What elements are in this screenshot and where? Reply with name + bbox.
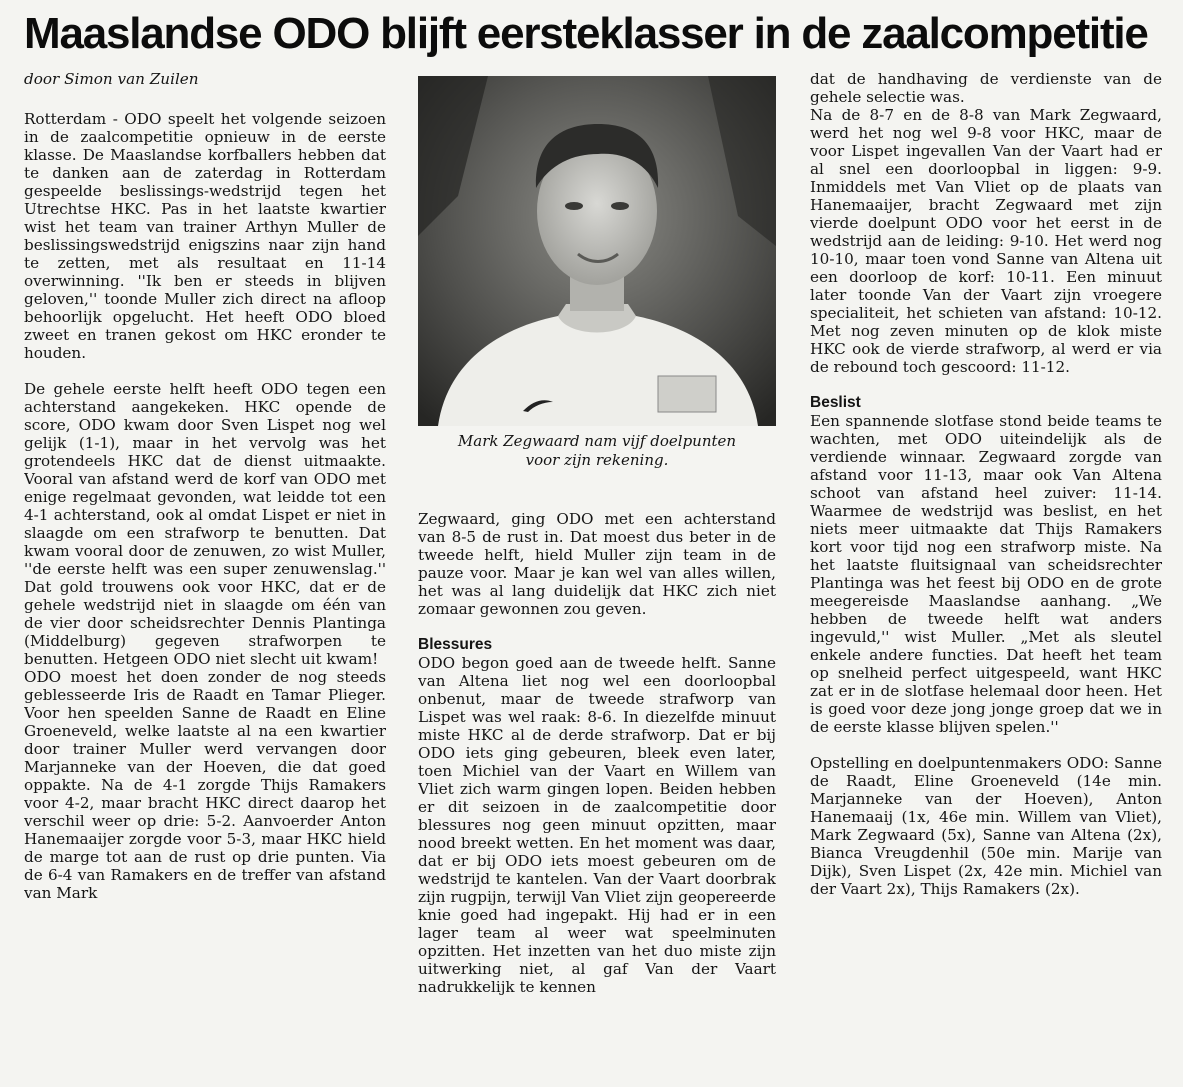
lineup-paragraph: Opstelling en doelpuntenmakers ODO: Sanne de Raadt, Eline Groeneveld (14e min. Marjanneke van der Hoeven), Anton Hanemaaij (1x, 46e min. Willem van Vliet), Mark Zegwaard (5x), Sanne van Altena (2x), Bianca Vreugdenhil (50e min. Marije van Dijk), Sven Lispet (2x, 42e min. Michiel van der Vaart 2x), Thijs Ramakers (2x). — [810, 754, 1162, 898]
paragraph: Een spannende slotfase stond beide teams te wachten, met ODO uiteindelijk als de verdiende winnaar. Zegwaard zorgde van afstand voor 11-13, maar ook Van Altena schoot van afstand heel zuiver: 11-14. Waarmee de wedstrijd was beslist, en het niets meer uitmaakte dat Thijs Ramakers kort voor tijd nog een strafworp miste. Na het laatste fluitsignaal van scheidsrechter Plantinga was het feest bij ODO en de grote meegereisde Maaslandse aanhang. „We hebben de tweede helft wat anders ingevuld,'' wist Muller. „Met als sleutel enkele andere functies. Dat heeft het team op snelheid perfect uitgespeeld, want HKC zat er in de slotfase helemaal door heen. Het is goed voor deze jong jonge groep dat we in de eerste klasse blijven spelen.'' — [810, 412, 1162, 736]
article-column-2 — [418, 510, 776, 1080]
article-column-3 — [810, 70, 1162, 1082]
caption-line: voor zijn rekening. — [525, 451, 669, 469]
subhead-beslist: Beslist — [810, 394, 861, 411]
paragraph: Rotterdam - ODO speelt het volgende seizoen in de zaalcompetitie opnieuw in de eerste klasse. De Maaslandse korfballers hebben dat te danken aan de zaterdag in Rotterdam gespeelde beslissings-wedstrijd tegen het Utrechtse HKC. Pas in het laatste kwartier wist het team van trainer Arthyn Muller de beslissingswedstrijd enigszins naar zijn hand te zetten, met als resultaat en 11-14 overwinning. ''Ik ben er steeds in blijven geloven,'' toonde Muller zich direct na afloop behoorlijk opgelucht. Het heeft ODO bloed zweet en tranen gekost om HKC eronder te houden. — [24, 110, 386, 362]
byline: door Simon van Zuilen — [24, 70, 199, 88]
photo-caption — [418, 432, 776, 470]
headline: Maaslandse ODO blijft eersteklasser in de zaalcompetitie — [24, 9, 1148, 58]
article-column-1 — [24, 70, 386, 1082]
paragraph: Zegwaard, ging ODO met een achterstand van 8-5 de rust in. Dat moest dus beter in de tweede helft, hield Muller zijn team in de pauze voor. Maar je kan wel van alles willen, het was al lang duidelijk dat HKC zich niet zomaar gewonnen zou geven. — [418, 510, 776, 618]
paragraph: ODO moest het doen zonder de nog steeds geblesseerde Iris de Raadt en Tamar Plieger. Voor hen speelden Sanne de Raadt en Eline Groeneveld, welke laatste al na een kwartier door trainer Muller werd vervangen door Marjanneke van der Hoeven, die dat goed oppakte. Na de 4-1 zorgde Thijs Ramakers voor 4-2, maar bracht HKC direct daarop het verschil weer op drie: 5-2. Aanvoerder Anton Hanemaaijer zorgde voor 5-3, maar HKC hield de marge tot aan de rust op drie punten. Via de 6-4 van Ramakers en de treffer van afstand van Mark — [24, 668, 386, 902]
caption-line: Mark Zegwaard nam vijf doelpunten — [457, 432, 737, 450]
paragraph: De gehele eerste helft heeft ODO tegen een achterstand aangekeken. HKC opende de score, ODO kwam door Sven Lispet nog wel gelijk (1-1), maar in het vervolg was het grotendeels HKC dat de dienst uitmaakte. Vooral van afstand werd de korf van ODO met enige regelmaat gevonden, wat leidde tot een 4-1 achterstand, ook al omdat Lispet er niet in slaagde om een strafworp te benutten. Dat kwam vooral door de zenuwen, zo wist Muller, ''de eerste helft was een super zenuwenslag.'' Dat gold trouwens ook voor HKC, dat er de gehele wedstrijd niet in slaagde om één van de vier door scheidsrechter Dennis Plantinga (Middelburg) gegeven strafworpen te benutten. Hetgeen ODO niet slecht uit kwam! — [24, 380, 386, 668]
paragraph: ODO begon goed aan de tweede helft. Sanne van Altena liet nog wel een doorloopbal onbenut, maar de tweede strafworp van Lispet was wel raak: 8-6. In diezelfde minuut miste HKC al de derde strafworp. Dat er bij ODO iets ging gebeuren, bleek even later, toen Michiel van der Vaart en Willem van Vliet zich warm gingen lopen. Beiden hebben er dit seizoen in de zaalcompetitie door blessures nog geen minuut opzitten, maar nood breekt wetten. En het moment was daar, dat er bij ODO iets moest gebeuren om de wedstrijd te kantelen. Van der Vaart doorbrak zijn rugpijn, terwijl Van Vliet zijn geopereerde knie goed had ingepakt. Hij had er in een lager team al weer wat speelminuten opzitten. Het inzetten van het duo miste zijn uitwerking niet, al gaf Van der Vaart nadrukkelijk te kennen — [418, 654, 776, 996]
player-photo — [418, 76, 776, 426]
paragraph: dat de handhaving de verdienste van de gehele selectie was. — [810, 70, 1162, 106]
subhead-blessures: Blessures — [418, 636, 493, 653]
portrait-photo-icon — [418, 76, 776, 426]
paragraph: Na de 8-7 en de 8-8 van Mark Zegwaard, werd het nog wel 9-8 voor HKC, maar de voor Lispet ingevallen Van der Vaart had er al snel een doorloopbal in liggen: 9-9. Inmiddels met Van Vliet op de plaats van Hanemaaijer, bracht Zegwaard met zijn vierde doelpunt ODO voor het eerst in de wedstrijd aan de leiding: 9-10. Het werd nog 10-10, maar toen vond Sanne van Altena uit een doorloop de korf: 10-11. Een minuut later toonde Van der Vaart zijn vroegere specialiteit, het schieten van afstand: 10-12. Met nog zeven minuten op de klok miste HKC ook de vierde strafworp, al werd er via de rebound toch gescoord: 11-12. — [810, 106, 1162, 376]
